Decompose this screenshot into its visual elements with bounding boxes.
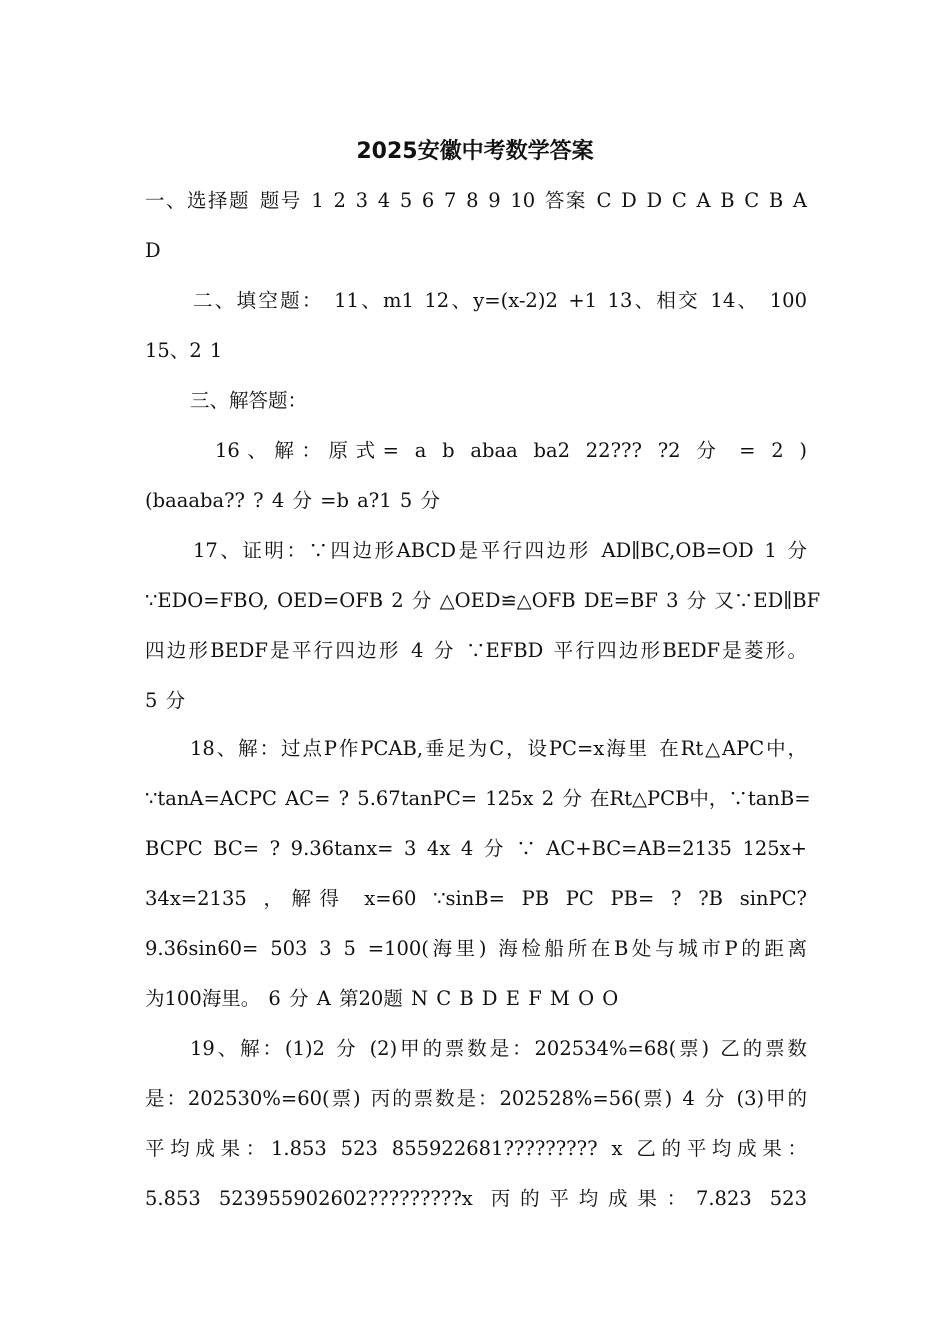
text-line-q18: 18、解：过点P作PCAB,垂足为C，设PC=x海里 在Rt△APC中，	[190, 737, 807, 760]
text-line-q17-cont2: 四边形BEDF是平行四边形 4 分 ∵EFBD 平行四边形BEDF是菱形。	[145, 639, 807, 662]
text-line-section-three: 三、解答题：	[190, 389, 308, 412]
text-line-q18-cont4: 9.36sin60= 503 3 5 =100(海里) 海检船所在B处与城市P的距离	[145, 937, 807, 960]
text-line-q19-cont3: 5.853 523955902602?????????x 丙的平均成果：7.823 523	[145, 1187, 807, 1210]
text-line-fill-blank-cont: 15、2 1	[145, 339, 223, 362]
text-line-q18-cont3: 34x=2135 ，解得 x=60 ∵sinB= PB PC PB= ? ?B sinPC?	[145, 887, 807, 910]
document-title: 2025安徽中考数学答案	[356, 139, 594, 164]
text-line-q19-cont1: 是：202530%=60(票) 丙的票数是：202528%=56(票) 4 分 (3)甲的	[145, 1087, 807, 1110]
text-line-q19-cont2: 平均成果：1.853 523 855922681????????? x 乙的平均成果：	[145, 1137, 807, 1160]
text-line-q16: 16、解：原式= a b abaa ba2 22??? ?2 分 = 2 )	[215, 439, 807, 462]
text-line-q18-cont2: BCPC BC= ? 9.36tanx= 3 4x 4 分 ∵ AC+BC=AB=2135 125x+	[145, 837, 807, 860]
text-line-q17-cont1: ∵EDO=FBO, OED=OFB 2 分 △OED≌△OFB DE=BF 3 分 又∵ED∥BF	[145, 589, 821, 612]
text-line-q18-cont5: 为100海里。 6 分 A 第20题 N C B D E F M O O	[145, 987, 619, 1010]
text-line-q19: 19、解：(1)2 分 (2)甲的票数是：202534%=68(票) 乙的票数	[190, 1037, 807, 1060]
text-line-q17: 17、证明：∵四边形ABCD是平行四边形 AD∥BC,OB=OD 1 分	[193, 539, 807, 562]
text-line-choice-answers: 一、选择题 题号 1 2 3 4 5 6 7 8 9 10 答案 C D D C A B C B A	[145, 189, 807, 212]
text-line-fill-blank: 二、填空题： 11、m1 12、y=(x-2)2 +1 13、相交 14、 100	[193, 289, 807, 312]
text-line-q17-cont3: 5 分	[145, 689, 186, 712]
text-line-q18-cont1: ∵tanA=ACPC AC= ? 5.67tanPC= 125x 2 分 在Rt△PCB中，∵tanB=	[145, 787, 811, 810]
text-line-choice-answers-cont: D	[145, 239, 161, 262]
text-line-q16-cont: (baaaba?? ? 4 分 =b a?1 5 分	[145, 489, 440, 512]
